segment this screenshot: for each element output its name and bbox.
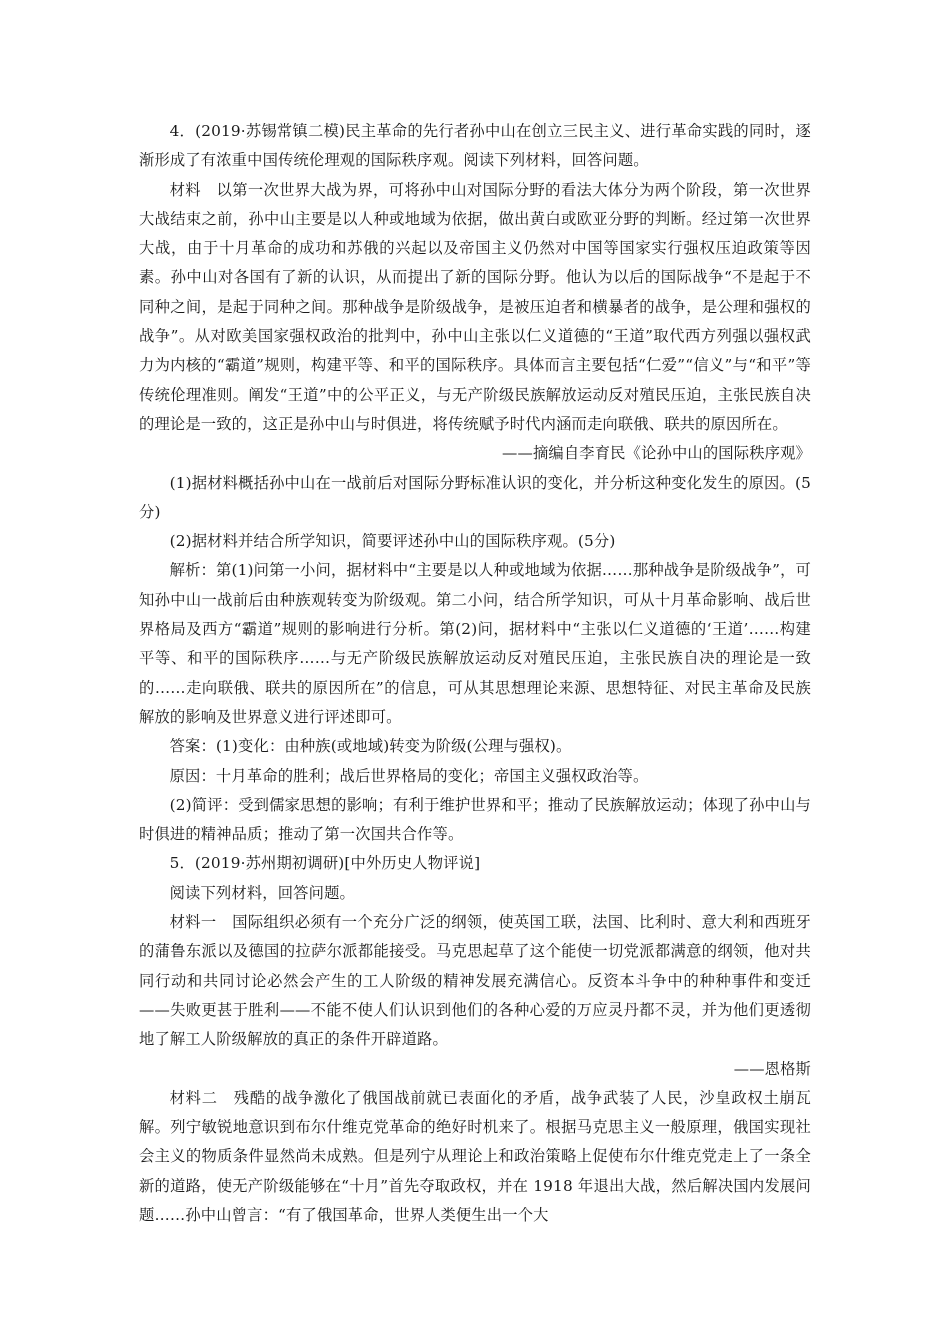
sub-question-2: (2)据材料并结合所学知识，简要评述孙中山的国际秩序观。(5分) — [169, 532, 616, 551]
question-5-stem: 5．(2019·苏州期初调研)[中外历史人物评说] — [169, 854, 481, 873]
answer-part-2: (2)简评：受到儒家思想的影响；有利于维护世界和平；推动了民族解放运动；体现了孙中山与时俱进的精神品质；推动了第一次国共合作等。 — [139, 795, 811, 844]
question-4-stem: 4．(2019·苏锡常镇二模)民主革命的先行者孙中山在创立三民主义、进行革命实践的同时，逐渐形成了有浓重中国传统伦理观的国际秩序观。阅读下列材料，回答问题。 — [139, 122, 811, 170]
sub-question-1: (1)据材料概括孙中山在一战前后对国际分野标准认识的变化，并分析这种变化发生的原因。(5分) — [139, 473, 811, 521]
answer-reason: 原因：十月革命的胜利；战后世界格局的变化；帝国主义强权政治等。 — [169, 766, 649, 785]
reading-instruction: 阅读下列材料，回答问题。 — [169, 883, 355, 902]
document-body — [139, 117, 811, 1230]
material-paragraph: 材料 以第一次世界大战为界，可将孙中山对国际分野的看法大体分为两个阶段，第一次世界大战结束之前，孙中山主要是以人种或地域为依据，做出黄白或欧亚分野的判断。经过第一次世界大战，由于十月革命的成功和苏俄的兴起以及帝国主义仍然对中国等国家实行强权压迫政策等因素。孙中山对各国有了新的认识，从而提出了新的国际分野。他认为以后的国际战争“不是起于不同种之间，是起于同种之间。那种战争是阶级战争，是被压迫者和横暴者的战争，是公理和强权的战争”。从对欧美国家强权政治的批判中，孙中山主张以仁义道德的“王道”取代西方列强以强权武力为内核的“霸道”规则，构建平等、和平的国际秩序。具体而言主要包括“仁爱”“信义”与“和平”等传统伦理准则。阐发“王道”中的公平正义，与无产阶级民族解放运动反对殖民压迫，主张民族自决的理论是一致的，这正是孙中山与时俱进，将传统赋予时代内涵而走向联俄、联共的原因所在。 — [139, 180, 811, 433]
material-two: 材料二 残酷的战争激化了俄国战前就已表面化的矛盾，战争武装了人民，沙皇政权土崩瓦解。列宁敏锐地意识到布尔什维克党革命的绝好时机来了。根据马克思主义一般原理，俄国实现社会主义的物质条件显然尚未成熟。但是列宁从理论上和政治策略上促使布尔什维克党走上了一条全新的道路，使无产阶级能够在“十月”首先夺取政权，并在 1918 年退出大战，然后解决国内发展问题……孙中山曾言：“有了俄国革命，世界人类便生出一个大 — [139, 1088, 811, 1224]
material-one-source: ——恩格斯 — [733, 1059, 811, 1078]
answer-part-1: 答案：(1)变化：由种族(或地域)转变为阶级(公理与强权)。 — [169, 737, 572, 756]
material-one: 材料一 国际组织必须有一个充分广泛的纲领，使英国工联，法国、比利时、意大利和西班牙的蒲鲁东派以及德国的拉萨尔派都能接受。马克思起草了这个能使一切党派都满意的纲领，他对共同行动和共同讨论必然会产生的工人阶级的精神发展充满信心。反资本斗争中的种种事件和变迁——失败更甚于胜利——不能不使人们认识到他们的各种心爱的万应灵丹都不灵，并为他们更透彻地了解工人阶级解放的真正的条件开辟道路。 — [139, 913, 811, 1049]
analysis-paragraph: 解析：第(1)问第一小问，据材料中“主要是以人种或地域为依据……那种战争是阶级战争”，可知孙中山一战前后由种族观转变为阶级观。第二小问，结合所学知识，可从十月革命影响、战后世界格局及西方“霸道”规则的影响进行分析。第(2)问，据材料中“主张以仁义道德的‘王道’……构建平等、和平的国际秩序……与无产阶级民族解放运动反对殖民压迫，主张民族自决的理论是一致的……走向联俄、联共的原因所在”的信息，可从其思想理论来源、思想特征、对民主革命及民族解放的影响及世界意义进行评述即可。 — [139, 561, 811, 726]
source-citation: ——摘编自李育民《论孙中山的国际秩序观》 — [502, 444, 811, 463]
